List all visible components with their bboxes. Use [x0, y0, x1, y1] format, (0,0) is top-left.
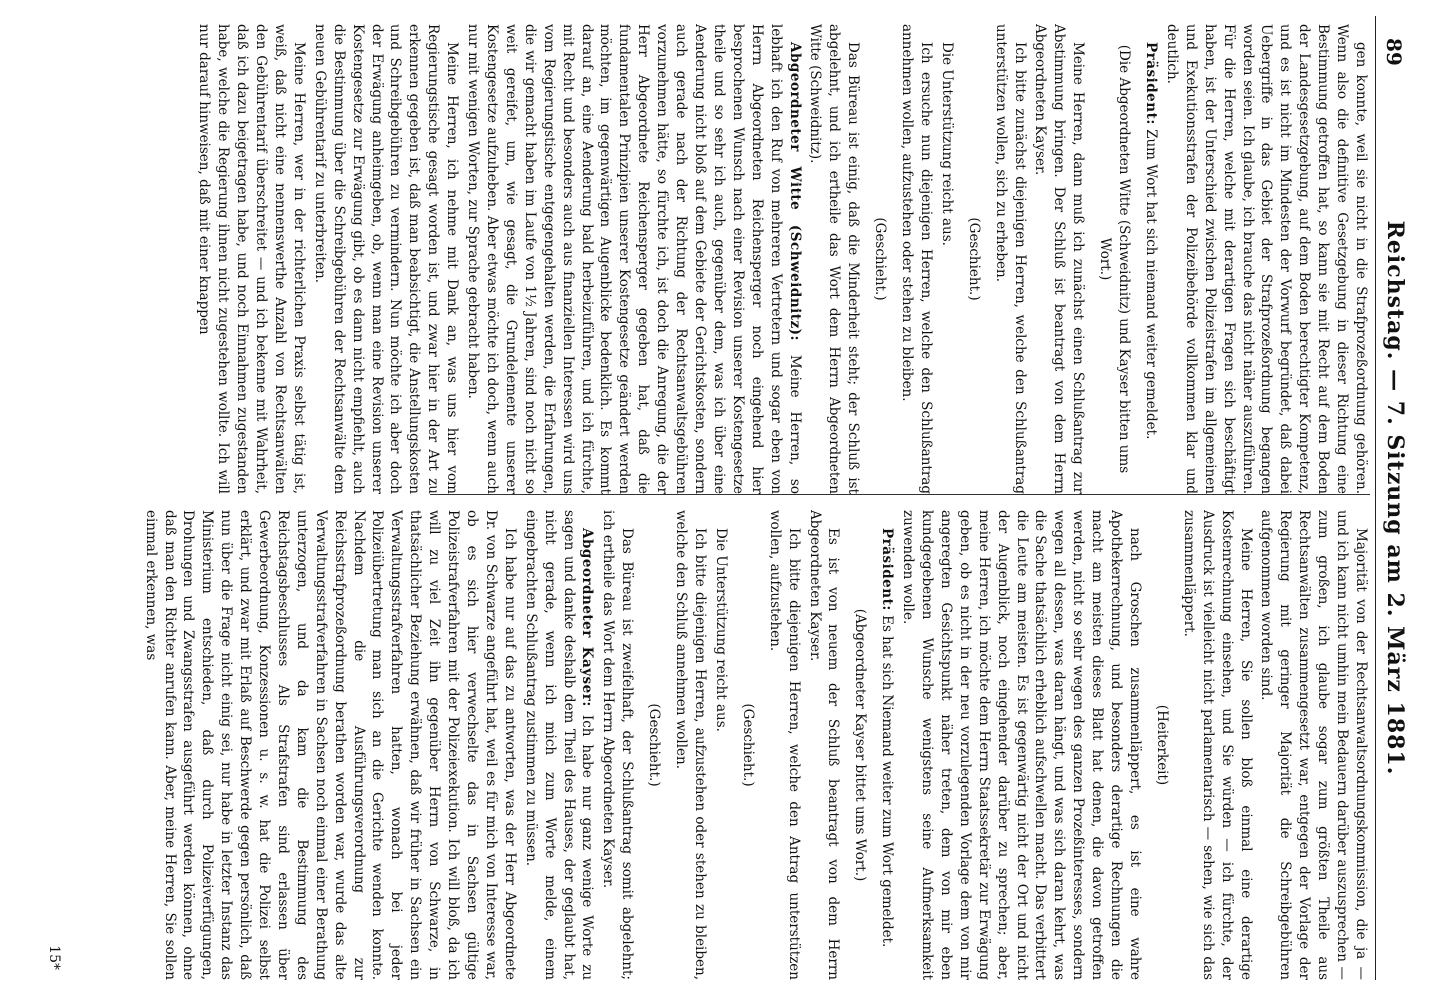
text-column-left	[100, 24, 1370, 494]
column-divider	[430, 494, 1370, 495]
page-header	[1375, 16, 1410, 980]
stage-direction: (Abgeordneter Kayser bittet ums Wort.)	[852, 608, 869, 882]
paragraph: Meine Herren, wer in der richterlichen Praxis selbst tätig ist, weiß, daß nicht eine nennenswerthe Anzahl von Rechtsanwälten den Gebührentarif überschreitet — und ich bekenne mit Wahrheit, daß ich dazu beigetragen habe, und noch Einnahmen zugestanden habe, welche die Regierung ihnen nicht zugestehen wollte. Ich will nur darauf hinweisen, daß mit einer knappen	[196, 24, 307, 494]
speaker-paragraph	[1141, 24, 1160, 494]
paragraph: Die Unterstützung reicht aus.	[712, 528, 729, 732]
speaker-paragraph	[463, 24, 803, 494]
signature-mark: 15*	[46, 945, 62, 970]
page-title: Reichstag. — 7. Sitzung am 2. März 1881.	[1382, 220, 1408, 776]
stage-direction: (Geschieht.)	[965, 217, 982, 301]
speaker-name: Abgeordneter Witte (Schweidnitz):	[786, 42, 803, 342]
speaker-paragraph	[877, 510, 896, 980]
speech-text: Es hat sich Niemand weiter zum Wort gemeldet.	[879, 615, 896, 948]
paragraph: Meine Herren, Sie sollen bloß einmal eine derartige Kostenrechnung einsehen, und Sie würden — ich fürchte, der Ausdruck ist vielleicht nicht parlamentarisch — sehen, wie sich das zusammenläppert.	[1180, 510, 1254, 980]
speech-text: Meine Herren, so lebhaft ich den Ruf von mehreren Vertretern und sogar eben von Herrn Abgeordneten Reichensperger noch eingehend hier besprochenen Wunsch nach einer Revision unserer Kostengesetze theile und so sehr ich auch, gegenüber dem, was ich über eine Aenderung nicht bloß auf dem Gebiete der Gerichtskosten, sondern auch gerade nach der Richtung der Rechtsanwaltsgebühren vorzunehmen hätte, so fürchte ich, ist doch die Anregung, die der Herr Abgeordnete Reichensperger gegeben hat, daß die fundamentalen Prinzipien unserer Kostengesetze geändert werden möchten, im gegenwärtigen Augenblicke bedenklich. Es kommt darauf an, eine Aenderung bald herbeizuführen, und ich fürchte, mit Recht und besonders auch aus finanziellen Interessen wird uns vom Regierungstische entgegengehalten werden, die Erfahrungen, die wir gemacht haben im Laufe von 1½ Jahren, sind noch nicht so weit gereifet, um, wie gesagt, die Grundelemente unserer Kostengesetze aufzuheben. Aber etwas möchte ich doch, wenn auch nur mit wenigen Worten, zur Sprache gebracht haben.	[465, 24, 803, 494]
paragraph: nach Groschen zusammenläppert, es ist eine wahre Apothekerrechnung, und besonders derartige Rechnungen die macht am meisten dieses Blatt hat denen, die davon getroffen werden, nicht so sehr wegen des ganzen Prozeßinteresses, sondern wegen all dessen, was daran hängt, und was sich daran kehrt, was die Sache thatsächlich erheblich aufschwellen macht. Das verbittert die Leute am meisten. Es ist gegenwärtig nicht der Ort und nicht der Augenblick, noch eingehender darüber zu sprechen; aber, meine Herren, ich möchte dem Herrn Staatssekretär zur Erwägung geben, ob es nicht in der neu vorzulegenden Vorlage dem von mir angeregten Gesichtspunkt näher treten, dem von mir eben kundgegebenen Wunsche wenigstens seine Aufmerksamkeit zuwenden wolle.	[900, 510, 1144, 980]
speaker-name: Abgeordneter Kayser:	[579, 528, 596, 707]
paragraph: Ich bitte diejenigen Herren, aufzustehen oder stehen zu bleiben, welche den Schluß annehmen wollen.	[673, 510, 708, 980]
speaker-name: Präsident:	[1143, 42, 1160, 125]
paragraph: Meine Herren, ich nehme mit Dank an, was uns hier vom Regierungstische gesagt worden ist, und zwar hier in der Art zu erkennen gegeben ist, daß man beabsichtigt, die Anstellungskosten und Schreibgebühren zu vermindern. Nun möchte ich aber doch der Erwägung anheimgeben, ob, wenn man eine Revision unserer Kostengesetze zur Erwägung gibt, ob es dann nicht empfiehlt, auch die Bestimmung über die Schreibgebühren der Rechtsanwälte dem neuen Gebührentarif zu unterbreiten.	[311, 24, 461, 494]
paragraph: gen konnte, weil sie nicht in die Strafprozeßordnung gehören. Wenn also die definitive Gesetzgebung in dieser Richtung eine Bestimmung getroffen hat, so kann sie mit Recht auf dem Boden der Landesgesetzgebung, auf dem Boden berechtigter Kompetenz, und es ist nicht im Mindesten der Vorwurf begründet, daß dabei Uebergriffe in das Gebiet der Strafprozeßordnung begangen worden seien. Ich glaube, ich brauche das nicht näher auszuführen. Für die Herren, welche mit derartigen Fragen sich beschäftigt haben, ist der Unterschied zwischen Polizeistrafen im allgemeinen und Exekutionsstrafen der Polizeibehörde vollkommen klar und deutlich.	[1163, 24, 1369, 494]
paragraph: Ich habe nur auf das zu antworten, was der Herr Abgeordnete Dr. von Schwarze angeführt hat, weil es für mich von Interesse war, ob es sich hier verwechselte das in Sachsen gültige Polizeistrafverfahren mit der Polizeiexekution. Ich will bloß, da ich will zu viel Zeit ihn gegenüber Herrn von Schwarze, in thatsächlicher Beziehung erwähnen, daß wir früher in Sachsen ein Verwaltungsstrafverfahren hatten, wonach bei jeder Polizeiübertretung man sich an die Gerichte wenden konnte. Nachdem die Ausführungsverordnung zur Reichsstrafprozeßordnung berathen worden war, wurde das alte Verwaltungsstrafverfahren in Sachsen noch einmal einer Berathung unterzogen, und da kam die Bestimmung des Reichstagsbeschlusses Als Strafstrafen sind erlassen über Gewerbeordnung, Konzessionen u. s. w. hat die Polizei selbst erklärt, und zwar mit Erlaß auf Beschwerde gegen persönlich, daß nun über die Frage nicht einig sei, nur habe in letzter Instanz das Ministerium entschieden, daß durch Polizeiverfügungen, Drohungen und Zwangsstrafen ausgeführt werden können, ohne daß man den Richter anrufen kann. Aber, meine Herren, Sie sollen einmal erkennen, was	[142, 510, 518, 980]
text-column-right	[100, 510, 1370, 980]
stage-direction: (Die Abgeordneten Witte (Schweidnitz) und Kayser bitten ums Wort.)	[1097, 44, 1133, 474]
paragraph: Ich bitte diejenigen Herren, welche den Antrag unterstützen wollen, aufzustehen.	[766, 510, 802, 980]
speaker-name: Präsident:	[879, 528, 896, 611]
paragraph: Die Unterstützung reicht aus.	[938, 42, 955, 246]
paragraph: Majorität von der Rechtsanwaltsordnungskommission, die ja — und ich kann nicht umhin mein Bedauern darüber auszusprechen — zum großen, ich glaube sogar zum größten Theile aus Rechtsanwälten zusammengesetzt war, entgegen der Vorlage der Regierung mit geringer Majorität die Schreibgebühren aufgenommen worden sind.	[1258, 510, 1369, 980]
stage-direction: (Geschieht.)	[739, 703, 756, 787]
page-number: 89	[1382, 38, 1406, 66]
paragraph: Meine Herren, dann muß ich zunächst einen Schlußantrag zur Abstimmung bringen. Der Schluß ist beantragt von dem Herrn Abgeordneten Kayser.	[1032, 24, 1087, 494]
stage-direction: (Heiterkeit)	[1153, 704, 1170, 786]
paragraph: Das Büreau ist einig, daß die Minderheit steht; der Schluß ist abgelehnt, und ich ertheile das Wort dem Herrn Abgeordneten Witte (Schweidnitz).	[807, 24, 862, 494]
speaker-paragraph	[521, 510, 597, 980]
speech-text: Ich habe nur ganz wenige Worte zu sagen und danke deshalb dem Theil des Hauses, der geglaubt hat, nicht gerade, wenn ich mich zum Worte melde, einem eingebrachten Schlußantrag zustimmen zu müssen.	[522, 510, 596, 980]
stage-direction: (Geschieht.)	[646, 703, 663, 787]
paragraph: Ich ersuche nun diejenigen Herren, welche den Schlußantrag annehmen wollen, aufzustehen oder stehen zu bleiben.	[899, 24, 934, 494]
paragraph: Es ist von neuem der Schluß beantragt von dem Herrn Abgeordneten Kayser.	[806, 510, 842, 980]
stage-direction: (Geschieht.)	[872, 217, 889, 301]
speech-text: Zum Wort hat sich niemand weiter gemeldet.	[1143, 129, 1160, 440]
paragraph: Das Büreau ist zweifelhaft, der Schlußantrag somit abgelehnt; ich ertheile das Wort dem Herrn Abgeordneten Kayser.	[600, 510, 636, 980]
paragraph: Ich bitte zunächst diejenigen Herren, welche den Schlußantrag unterstützen wollen, sich zu erheben.	[992, 24, 1028, 494]
